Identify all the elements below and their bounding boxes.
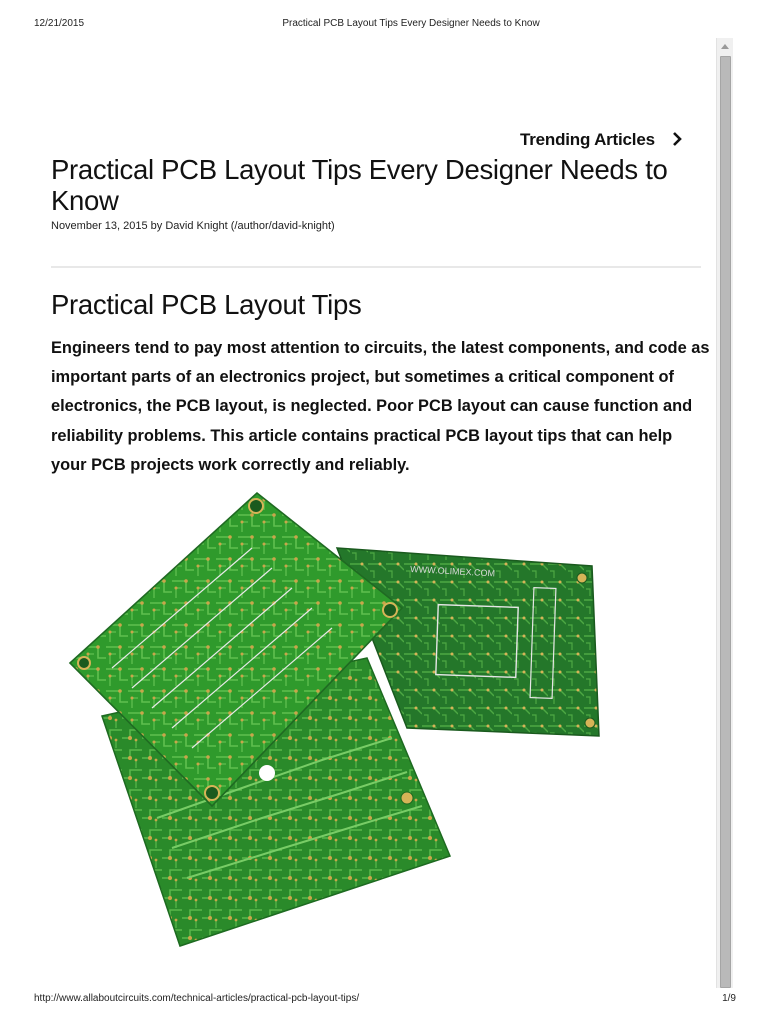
article-byline: November 13, 2015 by David Knight (/author/david-knight) [51, 220, 335, 232]
scroll-up-arrow-icon[interactable] [721, 44, 729, 49]
vertical-scrollbar[interactable] [716, 38, 733, 988]
print-document-title: Practical PCB Layout Tips Every Designer Needs to Know [282, 18, 540, 29]
print-url: http://www.allaboutcircuits.com/technical-articles/practical-pcb-layout-tips/ [34, 993, 360, 1004]
intro-paragraph: Engineers tend to pay most attention to circuits, the latest components, and code as important parts of an electronics project, but sometimes a critical component of electronics, the PCB layout, is neglected. Poor PCB layout can cause function and reliability problems. This article contains practical PCB layout tips that can help your PCB projects work correctly and reliably. [51, 339, 710, 474]
pcb-boards-photo [62, 488, 612, 958]
chevron-right-icon [671, 132, 683, 146]
print-date: 12/21/2015 [34, 18, 85, 29]
section-divider [51, 266, 701, 268]
trending-articles-link[interactable] [520, 130, 683, 150]
print-page-number: 1/9 [722, 993, 736, 1004]
article-title: Practical PCB Layout Tips Every Designer Needs to Know [51, 154, 668, 216]
trending-articles-label: Trending Articles [520, 130, 655, 149]
section-heading: Practical PCB Layout Tips [51, 289, 362, 320]
scrollbar-thumb[interactable] [720, 56, 731, 988]
board-silkscreen-text: WWW.OLIMEX.COM [409, 564, 496, 579]
print-header [0, 18, 768, 32]
